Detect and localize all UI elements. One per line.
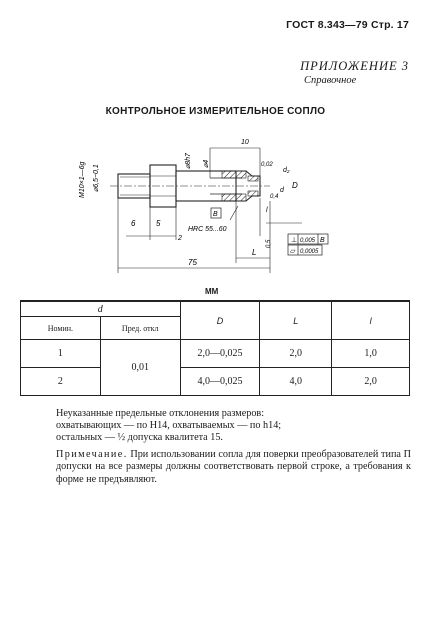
header-d: d xyxy=(21,301,181,317)
dim-10-label: 10 xyxy=(241,139,249,146)
dim-6-5-label: ⌀6,5−0,1 xyxy=(93,164,100,192)
header-l: l xyxy=(332,301,410,340)
appendix-subtitle: Справочное xyxy=(304,75,357,86)
length-05-label: 0,5 xyxy=(266,239,272,248)
page-header: ГОСТ 8.343—79 Стр. 17 xyxy=(286,19,409,31)
header-nominal: Номин. xyxy=(21,317,101,340)
table-cell: 4,0—0,025 xyxy=(180,368,260,396)
notes-line-1: Неуказанные предельные отклонения размеров: xyxy=(56,408,265,419)
dimension-table xyxy=(20,300,410,396)
table-cell: 1,0 xyxy=(332,340,410,368)
header-D: D xyxy=(180,301,260,340)
note-lead: Примечание. xyxy=(56,449,128,460)
section-hatch-tip-top xyxy=(248,176,258,181)
table-cell: 2,0 xyxy=(332,368,410,396)
dim-l-label: l xyxy=(266,207,268,214)
header-L: L xyxy=(260,301,332,340)
tolerance-1-datum: В xyxy=(320,237,325,244)
note-paragraph xyxy=(56,449,411,486)
thread-label: M10×1—6g xyxy=(79,161,86,198)
flatness-icon: ▱ xyxy=(290,248,296,255)
dimension-lines xyxy=(118,148,302,273)
dim-4-label: ⌀4 xyxy=(203,159,210,168)
section-hatch-bottom xyxy=(222,194,246,201)
table-cell: 4,0 xyxy=(260,368,332,396)
header-deviation: Пред. откл xyxy=(100,317,180,340)
radius-04-label: 0,4 xyxy=(270,194,279,200)
dim-d-label: d xyxy=(280,187,284,194)
dim-2-label: 2 xyxy=(178,235,182,242)
tolerance-2-value: 0,0005 xyxy=(300,249,319,255)
nozzle-drawing xyxy=(70,128,370,288)
appendix-title: ПРИЛОЖЕНИЕ 3 xyxy=(300,59,409,73)
dim-d2-label: d₂ xyxy=(283,167,290,174)
note-text: При использовании сопла для поверки преобразователей типа П допуски на все размеры должны соответствовать первой строке, а требования к форме не предъявляют. xyxy=(56,449,411,485)
hardness-label: HRC 55...60 xyxy=(188,226,227,233)
dim-75-label: 75 xyxy=(188,258,197,267)
tolerance-1-value: 0,005 xyxy=(300,238,316,244)
table-cell-deviation: 0,01 xyxy=(100,340,180,396)
table-cell: 2 xyxy=(21,368,101,396)
units-label: ММ xyxy=(205,287,219,296)
section-hatch-tip-bottom xyxy=(248,191,258,196)
dim-8h7-label: ⌀8h7 xyxy=(185,153,192,169)
figure-title: КОНТРОЛЬНОЕ ИЗМЕРИТЕЛЬНОЕ СОПЛО xyxy=(105,106,326,117)
dim-L-label: L xyxy=(252,248,257,257)
table-cell: 1 xyxy=(21,340,101,368)
datum-b-label: В xyxy=(213,211,218,218)
perpendicularity-icon: ⊥ xyxy=(291,237,298,244)
dim-5-label: 5 xyxy=(156,219,161,228)
table-cell: 2,0 xyxy=(260,340,332,368)
dim-6-label: 6 xyxy=(131,219,136,228)
notes-line-2: охватывающих — по Н14, охватываемых — по h14; xyxy=(56,420,282,431)
notes-line-3: остальных — ½ допуска квалитета 15. xyxy=(56,432,223,443)
section-hatch-top xyxy=(222,171,246,178)
dim-D-label: D xyxy=(292,181,298,190)
table-cell: 2,0—0,025 xyxy=(180,340,260,368)
radius-002-label: 0,02 xyxy=(261,162,273,168)
